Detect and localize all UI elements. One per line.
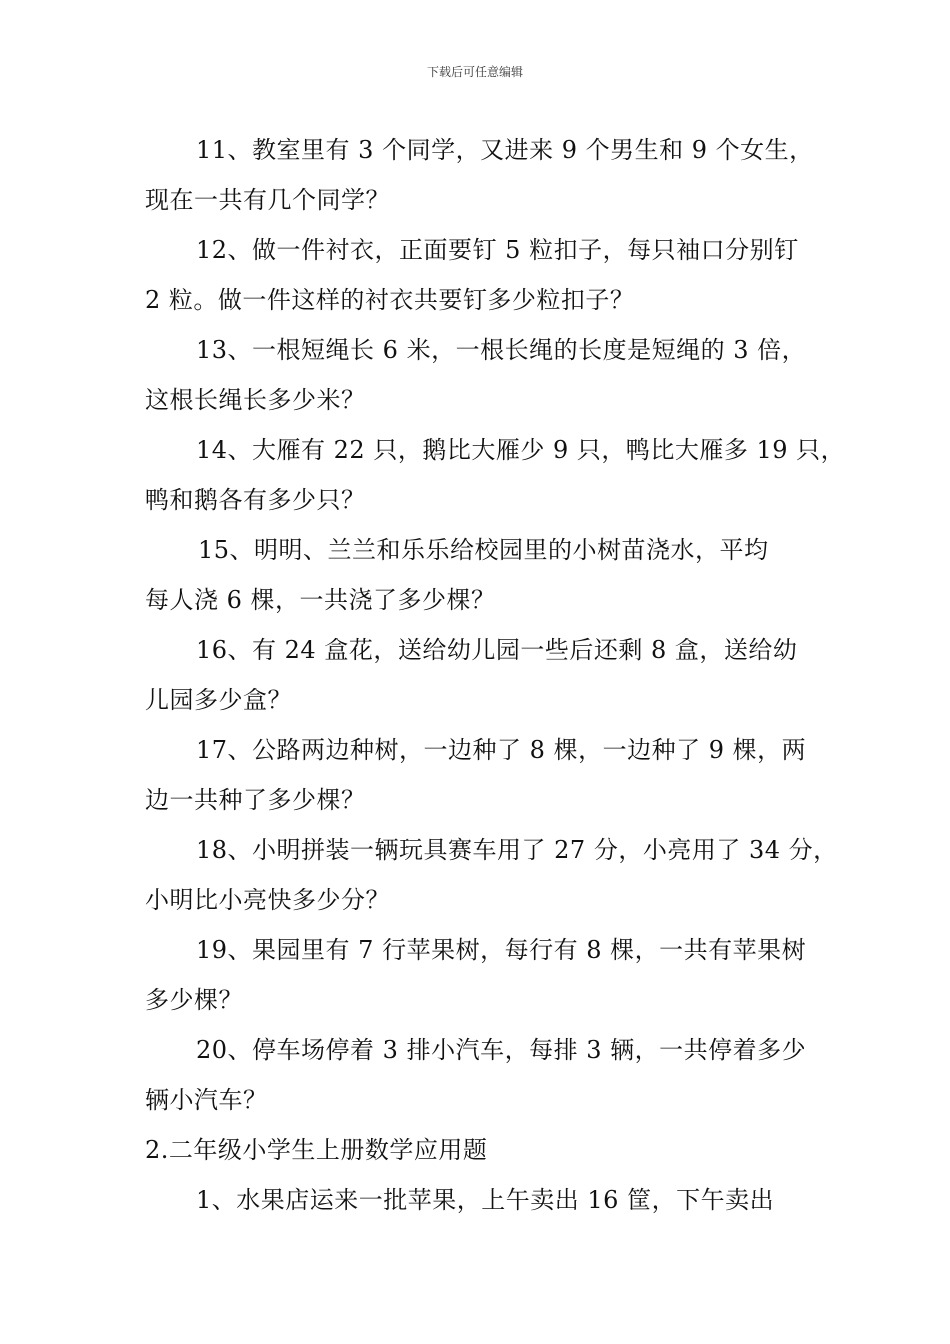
- problem-15-line-2: 每人浇 6 棵，一共浇了多少棵？: [145, 586, 496, 614]
- section2-problem-1-line-1: 1、水果店运来一批苹果，上午卖出 16 筐，下午卖出: [196, 1186, 775, 1214]
- problem-16-line-1: 16、有 24 盒花，送给幼儿园一些后还剩 8 盒，送给幼: [196, 636, 798, 664]
- problem-18-line-1: 18、小明拼装一辆玩具赛车用了 27 分，小亮用了 34 分，: [196, 836, 838, 864]
- problem-17-line-2: 边一共种了多少棵？: [145, 786, 366, 814]
- problem-11-line-2: 现在一共有几个同学？: [145, 186, 390, 214]
- problem-12-line-2: 2 粒。做一件这样的衬衣共要钉多少粒扣子？: [145, 286, 635, 314]
- problem-13-line-2: 这根长绳长多少米？: [145, 386, 366, 414]
- problem-19-line-2: 多少棵？: [145, 986, 243, 1014]
- problem-15-line-1: 15、明明、兰兰和乐乐给校园里的小树苗浇水，平均: [198, 536, 769, 564]
- problem-12-line-1: 12、做一件衬衣，正面要钉 5 粒扣子，每只袖口分别钉: [196, 236, 799, 264]
- problem-18-line-2: 小明比小亮快多少分？: [145, 886, 390, 914]
- problem-17-line-1: 17、公路两边种树，一边种了 8 棵，一边种了 9 棵，两: [196, 736, 807, 764]
- problem-16-line-2: 儿园多少盒？: [145, 686, 292, 714]
- page-header: 下载后可任意编辑: [426, 65, 523, 79]
- problem-13-line-1: 13、一根短绳长 6 米，一根长绳的长度是短绳的 3 倍，: [196, 336, 807, 364]
- problem-19-line-1: 19、果园里有 7 行苹果树，每行有 8 棵，一共有苹果树: [196, 936, 807, 964]
- section-heading: 2.二年级小学生上册数学应用题: [145, 1136, 488, 1164]
- problem-14-line-1: 14、大雁有 22 只，鹅比大雁少 9 只，鸭比大雁多 19 只，: [196, 436, 846, 464]
- problem-14-line-2: 鸭和鹅各有多少只？: [145, 486, 366, 514]
- problem-11-line-1: 11、教室里有 3 个同学，又进来 9 个男生和 9 个女生，: [196, 136, 814, 164]
- problem-20-line-1: 20、停车场停着 3 排小汽车，每排 3 辆，一共停着多少: [196, 1036, 807, 1064]
- problem-20-line-2: 辆小汽车？: [145, 1086, 268, 1114]
